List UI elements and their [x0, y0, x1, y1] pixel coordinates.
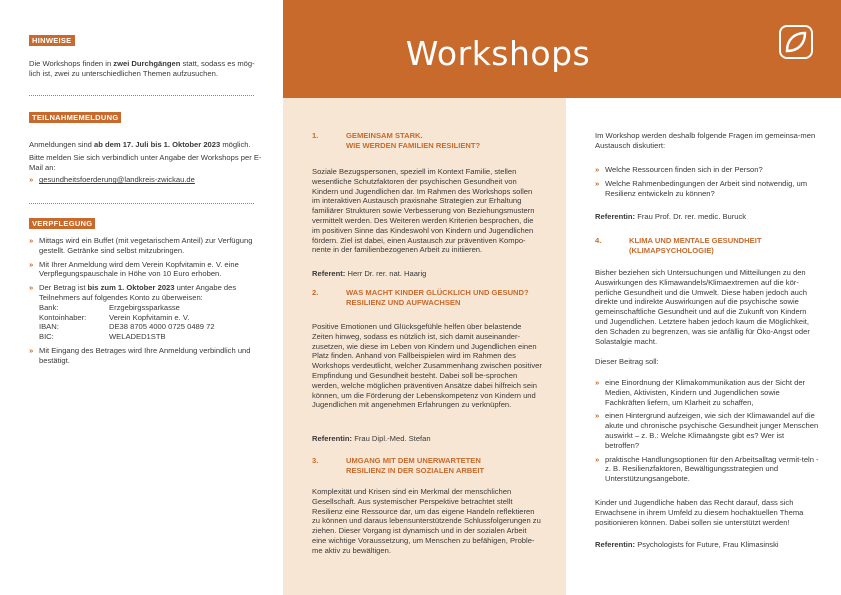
divider: [29, 203, 254, 204]
teilnahme-label: TEILNAHMEMELDUNG: [29, 112, 121, 123]
list-item: » Mit Ihrer Anmeldung wird dem Verein Kopfvitamin e. V. eine Verpflegungspauschale in Höhe von 10 Euro erhoben.: [29, 260, 264, 280]
list-item: » Mittags wird ein Buffet (mit vegetarischem Anteil) zur Verfügung gestellt. Getränke sind selbst mitzubringen.: [29, 236, 264, 256]
workshop-4-intro: Dieser Beitrag soll:: [595, 357, 659, 366]
workshop-1-referent: Referent: Herr Dr. rer. nat. Haarig: [312, 269, 427, 278]
list-item: » Der Betrag ist bis zum 1. Oktober 2023 unter Angabe des Teilnehmers auf folgendes Konto zu überweisen: Bank: Erzgebirgssparkasse Kontoinhaber: Verein Kopfvitamin e. V. IBAN: DE38 8705 4000 0725 0489 72 BIC: WELADED1STB: [29, 283, 264, 342]
list-item: » Welche Rahmenbedingungen der Arbeit sind notwendig, um Resilienz entwickeln zu können?: [595, 179, 820, 199]
leaf-logo-icon: [779, 25, 813, 59]
list-item: » praktische Handlungsoptionen für den Arbeitsalltag vermit-teln - z. B. Resilienzfaktoren, Bewältigungsstrategien und Unterstützungsangebote.: [595, 455, 820, 484]
hinweise-text: Die Workshops finden in zwei Durchgängen statt, sodass es mög-lich ist, zwei zu unterschiedlichen Themen aufzusuchen.: [29, 59, 255, 78]
title-banner: [283, 0, 841, 98]
list-item: » eine Einordnung der Klimakommunikation aus der Sicht der Medien, Aktivisten, Kindern und Jugendlichen sowie Fachkräften liefern, um Klarheit zu schaffen,: [595, 378, 820, 407]
bank-details: Bank: Erzgebirgssparkasse Kontoinhaber: Verein Kopfvitamin e. V. IBAN: DE38 8705 4000 0725 0489 72 BIC: WELADED1STB: [39, 302, 215, 342]
workshop-3-questions: [595, 165, 820, 202]
list-item: » Mit Eingang des Betrages wird Ihre Anmeldung verbindlich und bestätigt.: [29, 346, 264, 366]
divider: [29, 95, 254, 96]
workshop-2-text: Positive Emotionen und Glücksgefühle helfen über belastende Zeiten hinweg, sodass es nützlich ist, sich damit auseinander-zusetzen, wie diese im Leben von Kindern und Jugendlichen einen Platz finden. Anhand von Fallbeispielen wird im Rahmen des Workshops verdeutlicht, welcher Zusammenhang zwischen positiver Empfindung und Gesundheit besteht. Dabei soll be-sprochen werden, welche möglichen präventiven Ansätze dabei hilfreich sein können, um die Förderung der Lebenskompetenz von Kindern und Jugendlichen mit angenehmen Erfahrungen zu verknüpfen.: [312, 322, 542, 410]
list-item: » Welche Ressourcen finden sich in der Person?: [595, 165, 820, 175]
workshop-3-text: Komplexität und Krisen sind ein Merkmal der menschlichen Gesellschaft. Aus systemischer Perspektive betrachtet stellt Resilienz eine Ressource dar, um das eigene Handeln reflektieren zu können und daraus lebensunterstützende Schlussfolgerungen zu ziehen. Dieser Vorgang ist dynamisch und in der sozialen Arbeit eine wichtige Voraussetzung, um Menschen zu befähigen, Proble-me aktiv zu bewältigen.: [312, 487, 541, 555]
page-title: Workshops: [405, 34, 591, 73]
workshop-2-referent: Referentin: Frau Dipl.-Med. Stefan: [312, 434, 431, 443]
workshop-3-heading: 3. UMGANG MIT DEM UNERWARTETEN RESILIENZ IN DER SOZIALEN ARBEIT: [312, 456, 485, 475]
workshop-4-text: Bisher beziehen sich Untersuchungen und Mitteilungen zu den Auswirkungen des Klimawandels/Klimaextremen auf die kör-perliche Gesundheit und die Umwelt. Diese haben jedoch auch direkte und indirekte Auswirkungen auf die psychische sowie gemeinschaftliche Gesundheit und auf die Zukunft von Kindern und Jugendlichen. Letztere haben jedoch kaum die Möglichkeit, den Schaden zu begrenzen, was sie anfällig für Öko-Angst oder Solastalgie macht.: [595, 268, 810, 346]
workshop-4-heading: 4. KLIMA UND MENTALE GESUNDHEIT (KLIMAPSYCHOLOGIE): [595, 236, 762, 255]
verpflegung-list: [29, 236, 264, 370]
email-link[interactable]: gesundheitsfoerderung@landkreis-zwickau.de: [39, 175, 195, 185]
workshop-4-referent: Referentin: Psychologists for Future, Frau Klimasinski: [595, 540, 779, 549]
list-item: » einen Hintergrund aufzeigen, wie sich der Klimawandel auf die akute und chronische psychische Gesundheit junger Menschen auswirkt – z. B.: Welche Klimaängste gibt es? Wer ist betroffen?: [595, 411, 820, 450]
workshop-3-intro: Im Workshop werden deshalb folgende Fragen im gemeinsa-men Austausch diskutiert:: [595, 131, 816, 150]
verpflegung-label: VERPFLEGUNG: [29, 218, 95, 229]
workshop-1-heading: 1. GEMEINSAM STARK. WIE WERDEN FAMILIEN RESILIENT?: [312, 131, 481, 150]
workshop-4-points: [595, 378, 820, 488]
workshop-2-heading: 2. WAS MACHT KINDER GLÜCKLICH UND GESUND? RESILIENZ UND AUFWACHSEN: [312, 288, 529, 307]
workshop-4-closing: Kinder und Jugendliche haben das Recht darauf, dass sich Erwachsene in ihrem Umfeld zu diesem hochaktuellen Thema positionieren können. Dabei sollen sie unterstützt werden!: [595, 498, 804, 527]
workshop-1-text: Soziale Bezugspersonen, speziell im Kontext Familie, stellen wesentliche Schutzfaktoren der psychischen Gesundheit von Kindern und Jugendlichen dar. Im Rahmen des Workshops sollen im interaktiven Austausch praxisnahe Strategien zur Erhaltung familiärer Strukturen sowie Verbesserung von Beziehungsmustern vermittelt werden. Des Weiteren werden Kriterien besprochen, die im positiven Sinne das Kindeswohl von Kindern und Jugendlichen fördern. Ziel ist dabei, einen Austausch zur präventiven Kompo-nente in der familienbezogenen Arbeit zu initiieren.: [312, 167, 535, 255]
workshop-3-referent: Referentin: Frau Prof. Dr. rer. medic. Buruck: [595, 212, 747, 221]
teilnahme-text: Anmeldungen sind ab dem 17. Juli bis 1. Oktober 2023 möglich. Bitte melden Sie sich verbindlich unter Angabe der Workshops per E-Mail an: » gesundheitsfoerderung@landkreis-zwickau.de: [29, 140, 264, 189]
hinweise-label: HINWEISE: [29, 35, 75, 46]
